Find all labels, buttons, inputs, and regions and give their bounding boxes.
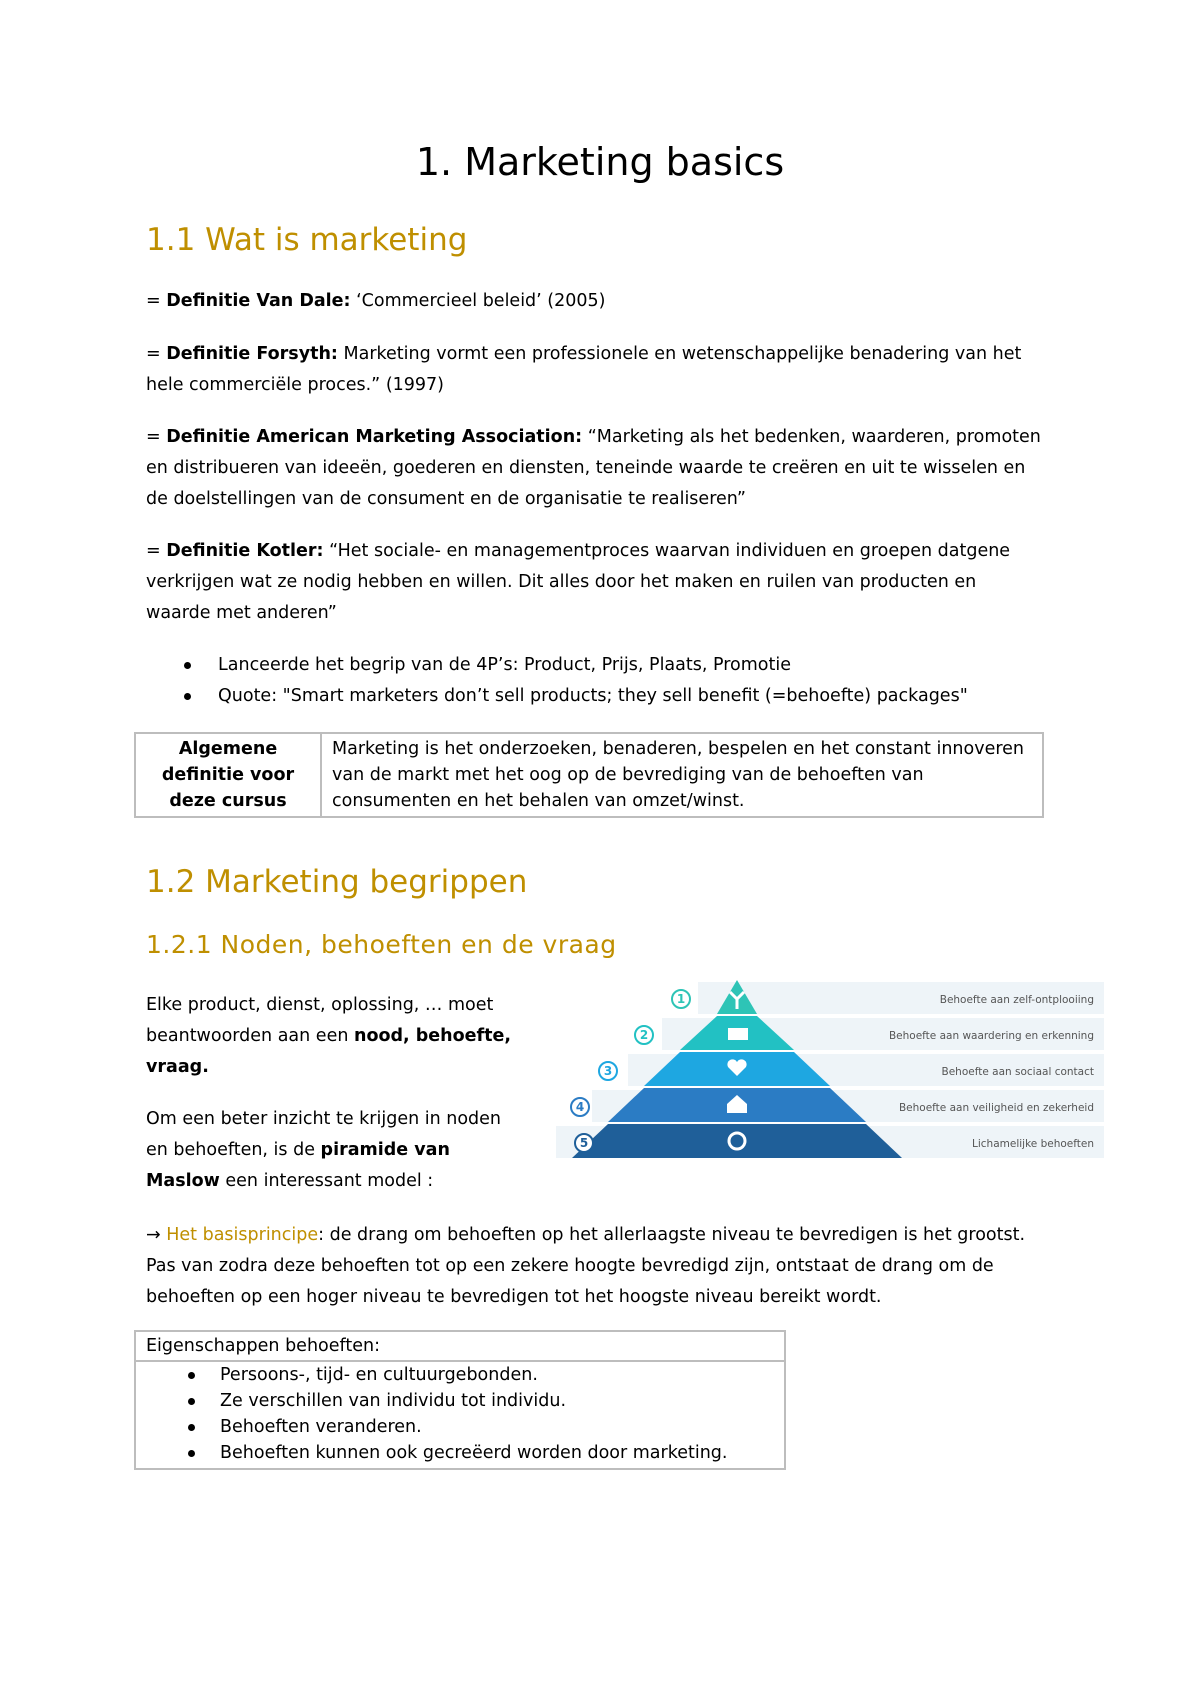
bullet-icon bbox=[184, 693, 191, 700]
bullet-icon bbox=[188, 1424, 195, 1431]
def-label: Definitie Van Dale: bbox=[166, 291, 351, 311]
list-item-text: Behoeften kunnen ook gecreëerd worden door marketing. bbox=[220, 1443, 728, 1463]
section-heading-1-1: 1.1 Wat is marketing bbox=[146, 222, 468, 258]
def-text: “Marketing als het bedenken, waarderen, promoten en distribueren van ideeën, goederen en diensten, teneinde waarde te creëren en uit te wisselen en de doelstellingen van de consument en de organisatie te realiseren” bbox=[146, 427, 1041, 509]
def-text: ‘Commercieel beleid’ (2005) bbox=[350, 291, 606, 311]
para-text: . bbox=[202, 1057, 209, 1077]
list-item bbox=[136, 1362, 784, 1388]
definition-table-label: Algemene definitie voor deze cursus bbox=[135, 733, 321, 817]
bullet-icon bbox=[188, 1398, 195, 1405]
level-number: 2 bbox=[639, 1028, 649, 1042]
properties-box bbox=[134, 1330, 786, 1470]
para-text: Om een beter inzicht te krijgen in noden en behoeften, is de bbox=[146, 1109, 502, 1160]
maslow-pyramid bbox=[552, 980, 1104, 1176]
definition-forsyth bbox=[146, 339, 1046, 401]
pyramid-label-5: Lichamelijke behoeften bbox=[972, 1138, 1094, 1150]
def-label: Definitie Forsyth: bbox=[166, 344, 338, 364]
bullet-icon bbox=[184, 662, 191, 669]
principle-text: : de drang om behoeften op het allerlaagste niveau te bevredigen is het grootst. Pas van zodra deze behoeften tot op een zekere hoogte bevredigd zijn, ontstaat de drang om de behoeften op een hoger niveau te bevredigen tot het hoogste niveau bereikt wordt. bbox=[146, 1225, 1026, 1307]
list-item bbox=[136, 1414, 784, 1440]
properties-heading: Eigenschappen behoeften: bbox=[136, 1332, 784, 1362]
section-heading-1-2-1: 1.2.1 Noden, behoeften en de vraag bbox=[146, 930, 617, 959]
needs-intro-paragraph bbox=[146, 990, 526, 1083]
definition-table-text: Marketing is het onderzoeken, benaderen, bespelen en het constant innoveren van de markt met het oog op de bevrediging van de behoeften van consumenten en het behalen van omzet/winst. bbox=[321, 733, 1043, 817]
list-item bbox=[136, 1388, 784, 1414]
def-prefix: = bbox=[146, 344, 167, 364]
list-item bbox=[136, 1440, 784, 1466]
arrow-icon: → bbox=[146, 1225, 167, 1245]
def-label: Definitie Kotler: bbox=[166, 541, 324, 561]
level-number: 4 bbox=[575, 1100, 585, 1114]
bullet-icon bbox=[188, 1450, 195, 1457]
bullet-icon bbox=[188, 1372, 195, 1379]
list-item bbox=[146, 650, 968, 681]
para-bold: piramide van Maslow bbox=[146, 1140, 450, 1191]
pyramid-label-3: Behoefte aan sociaal contact bbox=[941, 1066, 1094, 1078]
para-bold: nood, behoefte, vraag bbox=[146, 1026, 511, 1077]
list-item-text: Persoons-, tijd- en cultuurgebonden. bbox=[220, 1365, 538, 1385]
basic-principle-paragraph bbox=[146, 1220, 1046, 1313]
definition-van-dale bbox=[146, 286, 1046, 317]
thumbs-up-icon bbox=[728, 1028, 748, 1040]
list-item bbox=[146, 681, 968, 712]
table-row bbox=[135, 733, 1043, 817]
maslow-intro-paragraph bbox=[146, 1104, 526, 1197]
level-number: 5 bbox=[579, 1136, 589, 1150]
def-text: “Het sociale- en managementproces waarvan individuen en groepen datgene verkrijgen wat ze nodig hebben en willen. Dit alles door het maken en ruilen van producten en waarde met anderen” bbox=[146, 541, 1011, 623]
properties-list bbox=[136, 1362, 784, 1468]
list-item-text: Behoeften veranderen. bbox=[220, 1417, 422, 1437]
principle-label: Het basisprincipe bbox=[166, 1225, 319, 1245]
definition-ama bbox=[146, 422, 1046, 515]
def-prefix: = bbox=[146, 427, 167, 447]
def-prefix: = bbox=[146, 541, 167, 561]
level-number: 1 bbox=[676, 992, 686, 1006]
def-prefix: = bbox=[146, 291, 167, 311]
pyramid-label-1: Behoefte aan zelf-ontplooiing bbox=[939, 994, 1094, 1006]
list-item-text: Lanceerde het begrip van de 4P’s: Product, Prijs, Plaats, Promotie bbox=[218, 655, 791, 675]
definition-kotler bbox=[146, 536, 1046, 629]
section-heading-1-2: 1.2 Marketing begrippen bbox=[146, 864, 528, 900]
def-label: Definitie American Marketing Association: bbox=[166, 427, 583, 447]
list-item-text: Ze verschillen van individu tot individu. bbox=[220, 1391, 567, 1411]
pyramid-label-4: Behoefte aan veiligheid en zekerheid bbox=[898, 1102, 1094, 1114]
definition-table bbox=[134, 732, 1044, 818]
pyramid-label-2: Behoefte aan waardering en erkenning bbox=[888, 1030, 1094, 1042]
kotler-bullets bbox=[146, 650, 968, 712]
para-text: Elke product, dienst, oplossing, … moet beantwoorden aan een bbox=[146, 995, 494, 1046]
def-text: Marketing vormt een professionele en wetenschappelijke benadering van het hele commerciële proces.” (1997) bbox=[146, 344, 1022, 395]
para-text: een interessant model : bbox=[219, 1171, 434, 1191]
list-item-text: Quote: "Smart marketers don’t sell products; they sell benefit (=behoefte) packages" bbox=[218, 686, 968, 706]
level-number: 3 bbox=[603, 1064, 613, 1078]
page-title: 1. Marketing basics bbox=[415, 140, 785, 184]
pyramid-level-5 bbox=[572, 1124, 902, 1158]
